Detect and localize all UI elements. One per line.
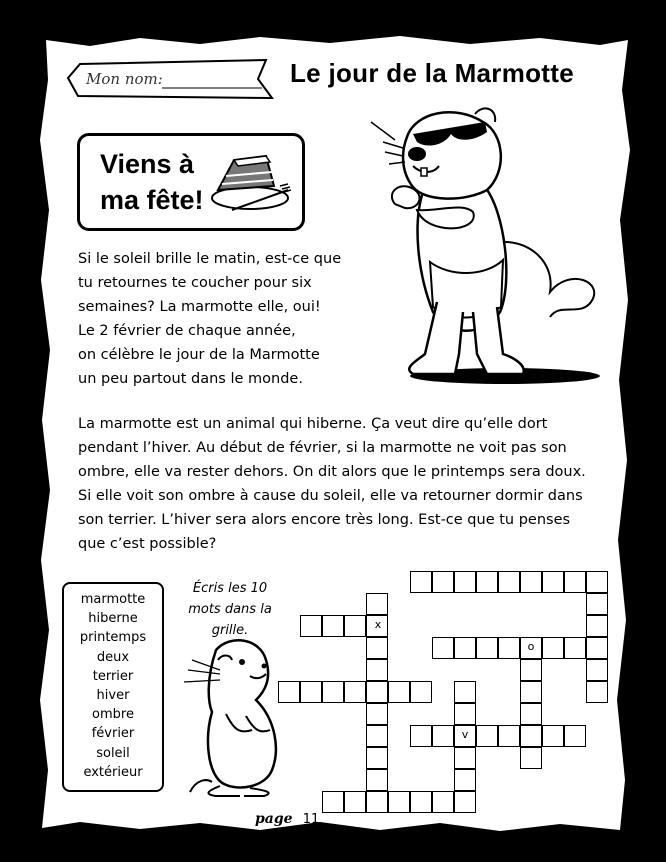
- instruction-line: mots dans la: [188, 602, 272, 617]
- crossword-cell[interactable]: [322, 681, 344, 703]
- crossword-cell[interactable]: [432, 571, 454, 593]
- given-letter-v: v: [461, 728, 469, 741]
- main-paragraph: [78, 412, 618, 556]
- crossword-cell[interactable]: [366, 703, 388, 725]
- crossword-cell[interactable]: [586, 637, 608, 659]
- main-line: La marmotte est un animal qui hiberne. Ça veut dire qu’elle dort: [78, 416, 548, 432]
- crossword-cell[interactable]: [432, 637, 454, 659]
- cake-icon: [204, 146, 292, 218]
- crossword-cell[interactable]: [366, 769, 388, 791]
- crossword-cell[interactable]: [366, 593, 388, 615]
- main-line: pendant l’hiver. Au début de février, si la marmotte ne voit pas son: [78, 440, 567, 456]
- given-letter-x: x: [374, 618, 382, 631]
- crossword-cell[interactable]: [520, 725, 542, 747]
- crossword-cell[interactable]: [542, 725, 564, 747]
- crossword-cell[interactable]: [300, 681, 322, 703]
- word-list-item: printemps: [79, 630, 147, 646]
- intro-line: Le 2 février de chaque année,: [78, 323, 296, 339]
- crossword-cell[interactable]: [410, 571, 432, 593]
- crossword-cell[interactable]: [520, 703, 542, 725]
- instruction-line: Écris les 10: [192, 581, 268, 596]
- crossword-cell[interactable]: [366, 791, 388, 813]
- word-list-item: hiberne: [88, 611, 138, 627]
- crossword-cell[interactable]: [410, 725, 432, 747]
- crossword-cell[interactable]: [498, 571, 520, 593]
- crossword-cell[interactable]: [586, 681, 608, 703]
- crossword-cell[interactable]: [300, 615, 322, 637]
- invitation-line-1: Viens à: [100, 149, 195, 179]
- marmot-sunglasses-icon: [355, 92, 605, 392]
- crossword-cell[interactable]: [520, 571, 542, 593]
- word-list-item: deux: [96, 649, 130, 665]
- crossword-cell[interactable]: [366, 725, 388, 747]
- crossword-cell[interactable]: [366, 637, 388, 659]
- crossword-cell[interactable]: [344, 791, 366, 813]
- given-letter-o: o: [527, 640, 535, 653]
- crossword-cell[interactable]: [498, 725, 520, 747]
- main-line: que c’est possible?: [78, 536, 217, 552]
- name-tag: [66, 56, 276, 102]
- crossword-cell[interactable]: [366, 659, 388, 681]
- crossword-cell[interactable]: [278, 681, 300, 703]
- crossword-cell[interactable]: [410, 791, 432, 813]
- crossword-cell[interactable]: [564, 725, 586, 747]
- crossword-cell[interactable]: [476, 571, 498, 593]
- invitation-box: [77, 133, 305, 231]
- crossword-cell[interactable]: [542, 571, 564, 593]
- intro-line: un peu partout dans le monde.: [78, 371, 303, 387]
- crossword-cell[interactable]: [454, 637, 476, 659]
- crossword-cell[interactable]: [322, 615, 344, 637]
- word-list-item: terrier: [92, 668, 134, 684]
- crossword-cell[interactable]: [542, 637, 564, 659]
- crossword-cell[interactable]: [586, 615, 608, 637]
- crossword-cell[interactable]: [388, 681, 410, 703]
- crossword-cell[interactable]: [498, 637, 520, 659]
- marmot-small-icon: [180, 630, 290, 800]
- crossword-cell[interactable]: [344, 615, 366, 637]
- crossword-cell[interactable]: [454, 681, 476, 703]
- crossword-cell[interactable]: [410, 681, 432, 703]
- crossword-cell[interactable]: [476, 725, 498, 747]
- intro-line: tu retournes te coucher pour six: [78, 275, 312, 291]
- crossword-cell[interactable]: [344, 681, 366, 703]
- crossword-cell[interactable]: [454, 769, 476, 791]
- word-list-item: février: [91, 726, 135, 742]
- crossword-cell[interactable]: [366, 681, 388, 703]
- intro-line: semaines? La marmotte elle, oui!: [78, 299, 321, 315]
- crossword-cell[interactable]: [586, 593, 608, 615]
- invitation-text: [100, 146, 210, 218]
- crossword-cell[interactable]: [454, 747, 476, 769]
- crossword-cell[interactable]: [564, 637, 586, 659]
- main-line: ombre, elle va rester dehors. On dit alors que le printemps sera doux.: [78, 464, 586, 480]
- intro-line: Si le soleil brille le matin, est-ce que: [78, 251, 342, 267]
- crossword-cell[interactable]: [586, 659, 608, 681]
- page-title: Le jour de la Marmotte: [290, 58, 574, 88]
- page-number: 11: [302, 812, 320, 827]
- crossword-cell[interactable]: [432, 791, 454, 813]
- crossword-cell[interactable]: [454, 791, 476, 813]
- word-list-item: hiver: [96, 688, 130, 704]
- main-line: son terrier. L’hiver sera alors encore très long. Est-ce que tu penses: [78, 512, 571, 528]
- crossword-cell[interactable]: [476, 637, 498, 659]
- crossword-cell[interactable]: [366, 747, 388, 769]
- crossword-cell[interactable]: [564, 571, 586, 593]
- word-list-item: ombre: [92, 707, 134, 723]
- page-word: page: [255, 811, 293, 827]
- crossword-cell[interactable]: [454, 571, 476, 593]
- instruction-line: grille.: [211, 623, 249, 638]
- crossword-cell[interactable]: [520, 747, 542, 769]
- crossword-cell[interactable]: [388, 791, 410, 813]
- page-footer: [255, 811, 319, 827]
- crossword-cell[interactable]: [586, 571, 608, 593]
- invitation-line-2: ma fête!: [100, 185, 204, 215]
- crossword-cell[interactable]: [322, 791, 344, 813]
- main-line: Si elle voit son ombre à cause du soleil, elle va retourner dormir dans: [78, 488, 583, 504]
- word-list-item: marmotte: [80, 592, 146, 607]
- crossword-cell[interactable]: [454, 703, 476, 725]
- word-list-item: soleil: [96, 745, 130, 761]
- intro-line: on célèbre le jour de la Marmotte: [78, 347, 320, 363]
- crossword-cell[interactable]: [432, 725, 454, 747]
- name-label: Mon nom:: [86, 70, 163, 88]
- word-list: [62, 582, 164, 792]
- crossword-cell[interactable]: [520, 659, 542, 681]
- intro-paragraph: [78, 247, 368, 391]
- word-list-item: extérieur: [83, 764, 143, 780]
- crossword-cell[interactable]: [520, 681, 542, 703]
